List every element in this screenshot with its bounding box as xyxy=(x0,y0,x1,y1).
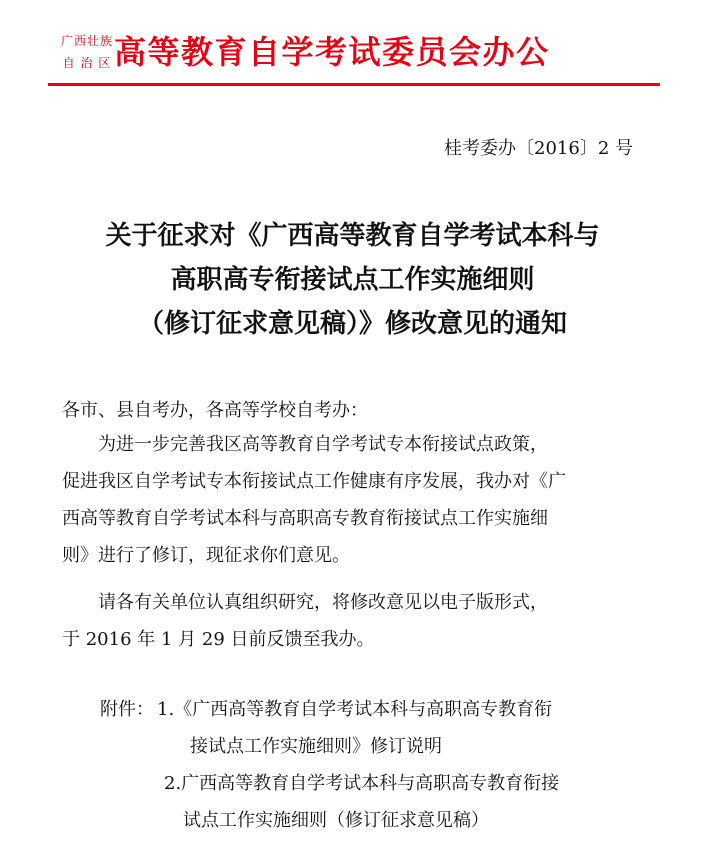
attachments xyxy=(100,691,660,839)
letterhead-region-line1: 广西壮族 xyxy=(60,34,113,48)
title-line-3: （修订征求意见稿）》修改意见的通知 xyxy=(137,309,567,339)
paragraph-1-line-3: 西高等教育自学考试本科与高职高专教育衔接试点工作实施细 xyxy=(62,508,548,529)
title-line-1: 关于征求对《广西高等教育自学考试本科与 xyxy=(105,221,600,251)
paragraph-1-line-4: 则》进行了修订，现征求你们意见。 xyxy=(62,545,350,566)
paragraph-2-line-2: 于 2016 年 1 月 29 日前反馈至我办。 xyxy=(62,629,375,650)
salutation: 各市、县自考办，各高等学校自考办： xyxy=(62,400,368,421)
attachment-1-line-2: 接试点工作实施细则》修订说明 xyxy=(190,736,442,757)
title-line-2: 高职高专衔接试点工作实施细则 xyxy=(170,265,535,295)
document-title xyxy=(40,214,665,346)
document-number: 桂考委办〔2016〕2 号 xyxy=(444,138,633,159)
paragraph-1-line-1: 为进一步完善我区高等教育自学考试专本衔接试点政策， xyxy=(98,434,548,455)
attachment-1-line-1: 1.《广西高等教育自学考试本科与高职高专教育衔 xyxy=(157,699,553,720)
attachment-row-4 xyxy=(100,802,660,839)
attachment-2-line-1: 2.广西高等教育自学考试本科与高职高专教育衔接 xyxy=(164,773,560,794)
letterhead xyxy=(0,0,705,90)
paragraph-1 xyxy=(62,426,647,574)
letterhead-office-name: 高等教育自学考试委员会办公 xyxy=(114,33,550,71)
paragraph-2 xyxy=(62,584,647,658)
attachment-row-1 xyxy=(100,691,660,728)
paragraph-1-line-2: 促进我区自学考试专本衔接试点工作健康有序发展，我办对《广 xyxy=(62,471,566,492)
paragraph-2-line-1: 请各有关单位认真组织研究，将修改意见以电子版形式， xyxy=(98,592,548,613)
attachment-2-line-2: 试点工作实施细则（修订征求意见稿） xyxy=(183,810,489,831)
letterhead-region-line2: 自 治 区 xyxy=(62,56,112,70)
attachments-label: 附件： xyxy=(100,699,154,720)
attachment-row-2 xyxy=(100,728,660,765)
attachment-row-3 xyxy=(100,765,660,802)
letterhead-region xyxy=(56,30,118,74)
letterhead-red-rule xyxy=(48,83,660,86)
